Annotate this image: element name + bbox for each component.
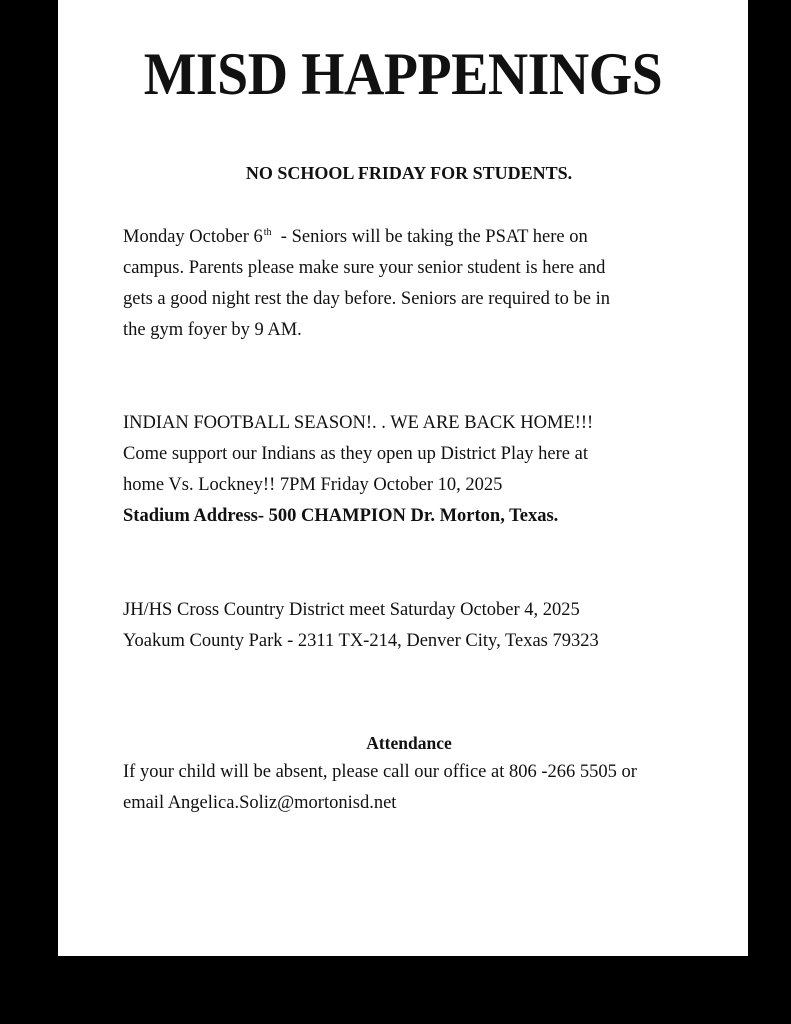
- psat-line-4: the gym foyer by 9 AM.: [123, 320, 302, 340]
- cross-country-announcement: [123, 595, 723, 657]
- attendance-announcement: [123, 757, 723, 819]
- football-line-3: home Vs. Lockney!! 7PM Friday October 10, 2025: [123, 475, 503, 495]
- football-announcement: [123, 408, 723, 532]
- flyer-page: [58, 0, 748, 956]
- psat-announcement: [123, 222, 723, 346]
- psat-line-1-rest: - Seniors will be taking the PSAT here on: [271, 227, 588, 247]
- psat-line-2: campus. Parents please make sure your senior student is here and: [123, 258, 606, 278]
- football-line-1: INDIAN FOOTBALL SEASON!. . WE ARE BACK HOME!!!: [123, 413, 594, 433]
- cross-country-line-2: Yoakum County Park - 2311 TX-214, Denver City, Texas 79323: [123, 631, 599, 651]
- no-school-notice: NO SCHOOL FRIDAY FOR STUDENTS.: [245, 163, 573, 183]
- psat-line-1: [123, 222, 723, 253]
- attendance-heading: Attendance: [366, 733, 452, 753]
- psat-line-3: gets a good night rest the day before. Seniors are required to be in: [123, 289, 611, 309]
- cross-country-line-1: JH/HS Cross Country District meet Saturday October 4, 2025: [123, 600, 580, 620]
- attendance-line-1: If your child will be absent, please call our office at 806 -266 5505 or: [123, 762, 637, 782]
- football-line-2: Come support our Indians as they open up District Play here at: [123, 444, 588, 464]
- psat-date: Monday October 6: [123, 227, 263, 247]
- stadium-address: Stadium Address- 500 CHAMPION Dr. Morton, Texas.: [123, 506, 559, 526]
- flyer-title: MISD HAPPENINGS: [143, 41, 663, 107]
- attendance-line-2: email Angelica.Soliz@mortonisd.net: [123, 793, 397, 813]
- psat-date-suffix: th: [263, 227, 272, 238]
